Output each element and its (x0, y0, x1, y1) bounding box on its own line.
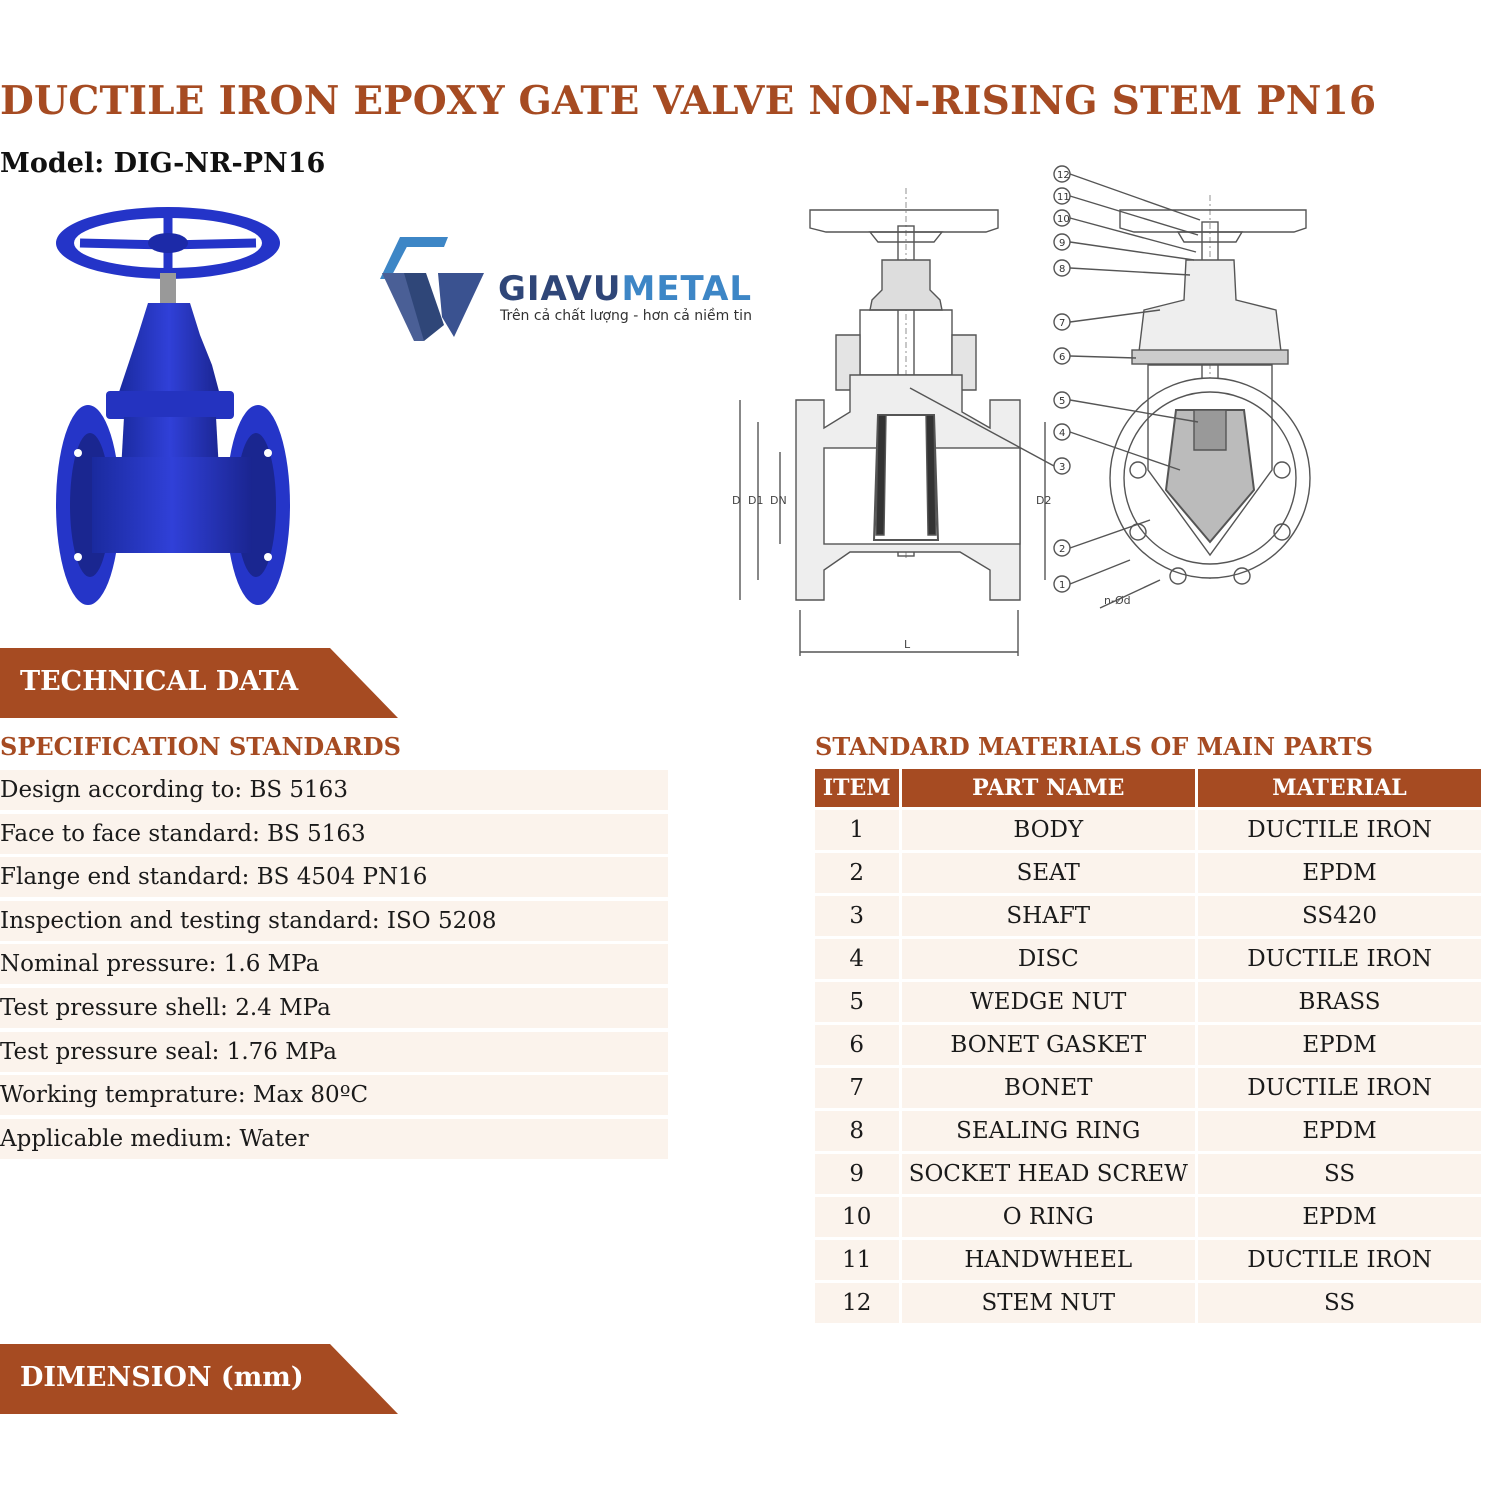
spec-item: Applicable medium: Water (0, 1119, 668, 1159)
material-cell: SS420 (1198, 896, 1481, 936)
svg-text:12: 12 (1057, 170, 1070, 181)
table-row (815, 853, 1481, 893)
dim-label-d2: D2 (1036, 494, 1052, 507)
dim-label-bolt: n-Ød (1104, 594, 1131, 607)
table-row (815, 1197, 1481, 1237)
part-name-cell: SOCKET HEAD SCREW (902, 1154, 1196, 1194)
part-name-cell: BODY (902, 810, 1196, 850)
item-cell: 12 (815, 1283, 899, 1323)
material-cell: BRASS (1198, 982, 1481, 1022)
table-row (815, 1111, 1481, 1151)
table-row (815, 1068, 1481, 1108)
spec-item: Test pressure seal: 1.76 MPa (0, 1032, 668, 1072)
item-cell: 3 (815, 896, 899, 936)
svg-text:10: 10 (1057, 214, 1070, 225)
spec-item: Test pressure shell: 2.4 MPa (0, 988, 668, 1028)
svg-text:6: 6 (1059, 352, 1066, 363)
front-section-view (1100, 195, 1310, 608)
svg-text:7: 7 (1059, 318, 1066, 329)
svg-text:2: 2 (1059, 544, 1066, 555)
svg-text:11: 11 (1057, 192, 1070, 203)
material-cell: EPDM (1198, 853, 1481, 893)
table-row (815, 896, 1481, 936)
col-header-part-name: PART NAME (902, 769, 1196, 807)
brand-logo (378, 233, 778, 348)
col-header-material: MATERIAL (1198, 769, 1481, 807)
material-cell: DUCTILE IRON (1198, 1068, 1481, 1108)
item-cell: 11 (815, 1240, 899, 1280)
brand-name: GIAVUMETAL (498, 269, 753, 309)
spec-item: Working temprature: Max 80ºC (0, 1075, 668, 1115)
item-cell: 4 (815, 939, 899, 979)
model-label: Model: DIG-NR-PN16 (0, 148, 326, 179)
svg-text:3: 3 (1059, 462, 1066, 473)
item-cell: 6 (815, 1025, 899, 1065)
table-row (815, 1240, 1481, 1280)
materials-heading: STANDARD MATERIALS OF MAIN PARTS (815, 732, 1374, 761)
item-cell: 8 (815, 1111, 899, 1151)
spec-list (0, 770, 668, 1162)
material-cell: EPDM (1198, 1197, 1481, 1237)
material-cell: SS (1198, 1283, 1481, 1323)
table-row (815, 939, 1481, 979)
part-name-cell: BONET GASKET (902, 1025, 1196, 1065)
item-cell: 10 (815, 1197, 899, 1237)
brand-tagline: Trên cả chất lượng - hơn cả niềm tin (500, 308, 752, 324)
part-name-cell: HANDWHEEL (902, 1240, 1196, 1280)
item-cell: 5 (815, 982, 899, 1022)
spec-item: Face to face standard: BS 5163 (0, 814, 668, 854)
item-cell: 1 (815, 810, 899, 850)
item-cell: 7 (815, 1068, 899, 1108)
part-name-cell: SEALING RING (902, 1111, 1196, 1151)
dim-label-d: D (732, 494, 741, 507)
part-name-cell: SEAT (902, 853, 1196, 893)
material-cell: DUCTILE IRON (1198, 810, 1481, 850)
spec-heading: SPECIFICATION STANDARDS (0, 732, 401, 761)
material-cell: EPDM (1198, 1025, 1481, 1065)
table-header-row (815, 769, 1481, 807)
logo-mark-icon (378, 233, 488, 348)
part-name-cell: O RING (902, 1197, 1196, 1237)
col-header-item: ITEM (815, 769, 899, 807)
part-name-cell: WEDGE NUT (902, 982, 1196, 1022)
dim-label-l: L (904, 638, 911, 651)
side-section-view (732, 188, 1051, 656)
svg-text:1: 1 (1059, 580, 1066, 591)
item-cell: 2 (815, 853, 899, 893)
dim-label-dn: DN (770, 494, 787, 507)
spec-item: Design according to: BS 5163 (0, 770, 668, 810)
technical-data-banner: TECHNICAL DATA (0, 648, 400, 718)
valve-photo (40, 195, 305, 620)
svg-text:5: 5 (1059, 396, 1066, 407)
material-cell: DUCTILE IRON (1198, 1240, 1481, 1280)
part-name-cell: DISC (902, 939, 1196, 979)
valve-drawing (720, 160, 1320, 660)
table-row (815, 1154, 1481, 1194)
dimension-banner: DIMENSION (mm) (0, 1344, 400, 1414)
spec-item: Flange end standard: BS 4504 PN16 (0, 857, 668, 897)
item-cell: 9 (815, 1154, 899, 1194)
svg-text:4: 4 (1059, 428, 1066, 439)
spec-item: Inspection and testing standard: ISO 5208 (0, 901, 668, 941)
material-cell: SS (1198, 1154, 1481, 1194)
table-row (815, 1283, 1481, 1323)
dim-label-d1: D1 (748, 494, 764, 507)
svg-text:8: 8 (1059, 264, 1066, 275)
part-name-cell: STEM NUT (902, 1283, 1196, 1323)
part-name-cell: SHAFT (902, 896, 1196, 936)
part-name-cell: BONET (902, 1068, 1196, 1108)
table-row (815, 1025, 1481, 1065)
material-cell: EPDM (1198, 1111, 1481, 1151)
material-cell: DUCTILE IRON (1198, 939, 1481, 979)
page-title: DUCTILE IRON EPOXY GATE VALVE NON-RISING STEM PN16 (0, 78, 1377, 124)
materials-table (812, 766, 1484, 1326)
table-row (815, 810, 1481, 850)
table-row (815, 982, 1481, 1022)
spec-item: Nominal pressure: 1.6 MPa (0, 944, 668, 984)
svg-text:9: 9 (1059, 238, 1066, 249)
